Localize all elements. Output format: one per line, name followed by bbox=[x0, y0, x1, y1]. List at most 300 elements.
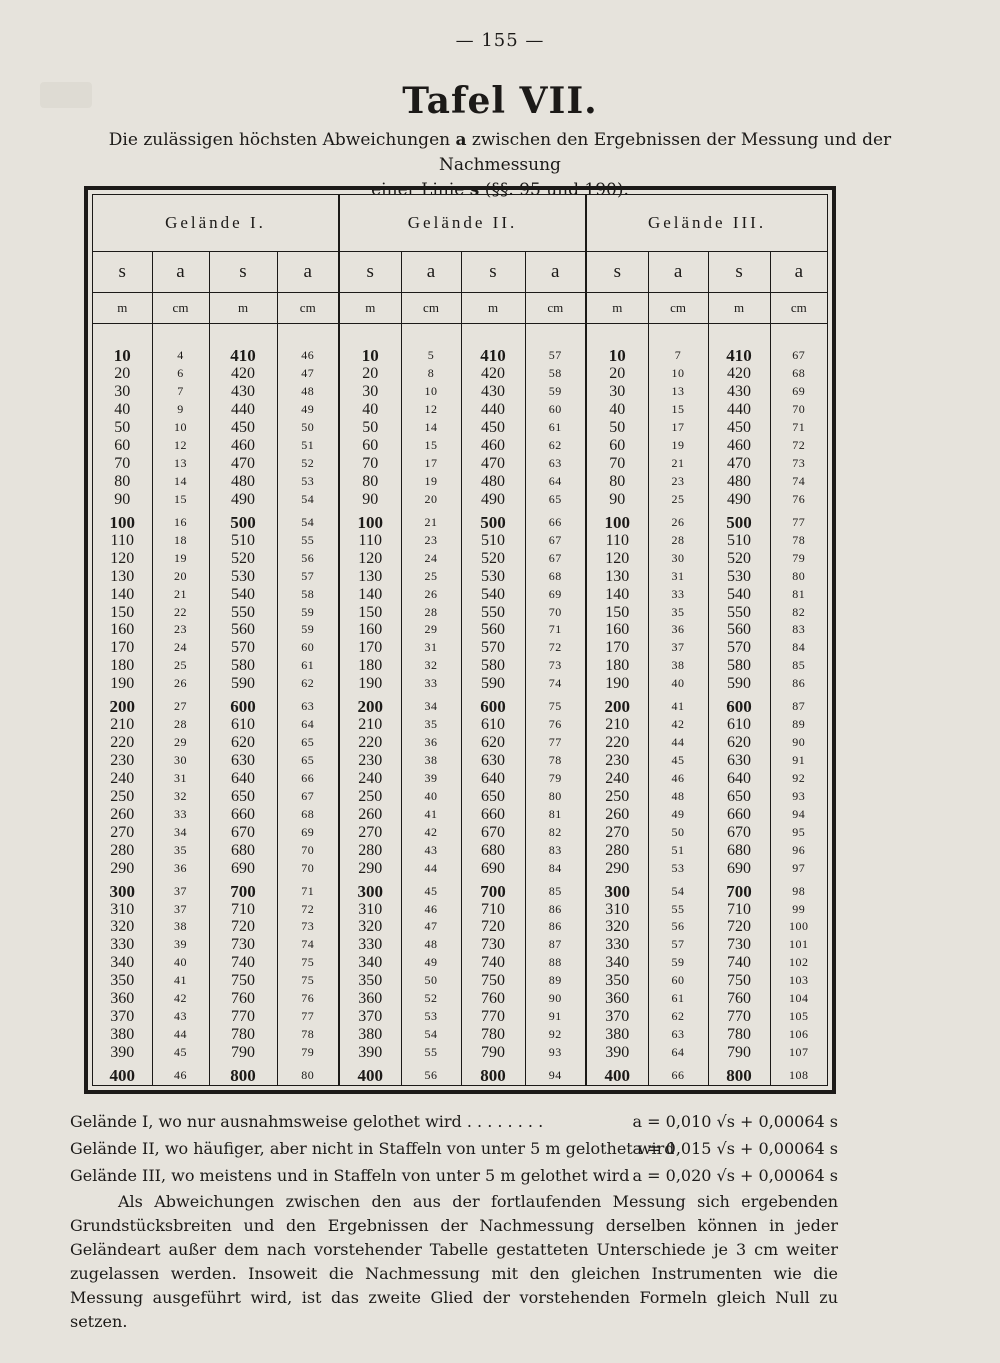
deviation-a-cell: 55 bbox=[401, 1043, 461, 1061]
length-s-cell: 430 bbox=[708, 383, 770, 401]
deviation-a-cell: 76 bbox=[525, 716, 586, 734]
deviation-a-cell: 70 bbox=[277, 841, 339, 859]
deviation-a-cell: 76 bbox=[770, 490, 827, 508]
deviation-a-cell: 65 bbox=[525, 490, 586, 508]
length-s-cell: 510 bbox=[708, 531, 770, 549]
length-s-cell: 90 bbox=[339, 490, 401, 508]
unit-label: m bbox=[708, 293, 770, 324]
deviation-a-cell: 91 bbox=[525, 1008, 586, 1026]
deviation-a-cell: 41 bbox=[401, 805, 461, 823]
length-s-cell: 410 bbox=[209, 342, 277, 365]
deviation-a-cell: 70 bbox=[770, 401, 827, 419]
length-s-cell: 380 bbox=[110, 1026, 135, 1043]
deviation-a-cell: 64 bbox=[648, 1043, 708, 1061]
deviation-a-cell: 88 bbox=[525, 954, 586, 972]
deviation-a-cell: 15 bbox=[401, 437, 461, 455]
deviation-a-cell: 96 bbox=[770, 841, 827, 859]
table-row bbox=[93, 508, 827, 531]
deviation-a-cell: 48 bbox=[277, 383, 339, 401]
column-header: s bbox=[461, 252, 525, 293]
deviation-a-cell: 35 bbox=[648, 603, 708, 621]
explanatory-note bbox=[70, 1190, 838, 1334]
deviation-a-cell: 61 bbox=[648, 990, 708, 1008]
deviation-a-cell: 29 bbox=[401, 621, 461, 639]
deviation-a-cell: 64 bbox=[525, 473, 586, 491]
deviation-a-cell: 72 bbox=[525, 639, 586, 657]
deviation-a-cell: 38 bbox=[648, 657, 708, 675]
deviation-a-cell: 80 bbox=[277, 1061, 339, 1085]
length-s-cell: 610 bbox=[461, 716, 525, 734]
unit-label: m bbox=[586, 293, 648, 324]
length-s-cell: 530 bbox=[461, 567, 525, 585]
deviation-a-cell: 9 bbox=[152, 401, 209, 419]
deviation-a-cell: 13 bbox=[648, 383, 708, 401]
length-s-cell: 250 bbox=[586, 787, 648, 805]
deviation-a-cell: 17 bbox=[648, 419, 708, 437]
length-s-cell: 680 bbox=[461, 841, 525, 859]
length-s-cell: 370 bbox=[586, 1008, 648, 1026]
spacer-row bbox=[93, 324, 827, 342]
deviation-a-cell: 10 bbox=[401, 383, 461, 401]
formula-row bbox=[70, 1108, 838, 1135]
length-s-cell: 370 bbox=[339, 1008, 401, 1026]
length-s-cell: 650 bbox=[708, 787, 770, 805]
table-row bbox=[93, 342, 827, 365]
length-s-cell: 310 bbox=[110, 900, 135, 918]
deviation-a-cell: 52 bbox=[277, 455, 339, 473]
deviation-a-cell: 107 bbox=[770, 1043, 827, 1061]
deviation-a-cell: 31 bbox=[152, 770, 209, 788]
length-s-cell: 270 bbox=[586, 823, 648, 841]
length-s-cell: 800 bbox=[461, 1061, 525, 1085]
length-s-cell: 520 bbox=[209, 549, 277, 567]
length-s-cell: 630 bbox=[461, 752, 525, 770]
table-row bbox=[93, 639, 827, 657]
table-row bbox=[93, 567, 827, 585]
length-s-cell: 730 bbox=[209, 936, 277, 954]
column-header: s bbox=[586, 252, 648, 293]
table-row bbox=[93, 990, 827, 1008]
table-row bbox=[93, 473, 827, 491]
deviation-a-cell: 70 bbox=[277, 859, 339, 877]
deviation-a-cell: 45 bbox=[152, 1043, 209, 1061]
deviation-a-cell: 57 bbox=[277, 567, 339, 585]
length-s-cell: 280 bbox=[339, 841, 401, 859]
length-s-cell: 550 bbox=[209, 603, 277, 621]
deviation-a-cell: 86 bbox=[525, 918, 586, 936]
deviation-a-cell: 37 bbox=[648, 639, 708, 657]
length-s-cell: 540 bbox=[209, 585, 277, 603]
deviation-a-cell: 33 bbox=[401, 675, 461, 693]
deviation-a-cell: 15 bbox=[152, 490, 209, 508]
deviation-a-cell: 81 bbox=[525, 805, 586, 823]
column-header: a bbox=[770, 252, 827, 293]
length-s-cell: 310 bbox=[586, 900, 648, 918]
length-s-cell: 640 bbox=[708, 770, 770, 788]
unit-label: cm bbox=[401, 293, 461, 324]
deviation-a-cell: 84 bbox=[525, 859, 586, 877]
length-s-cell: 320 bbox=[110, 918, 135, 936]
length-s-cell: 270 bbox=[339, 823, 401, 841]
length-s-cell: 450 bbox=[461, 419, 525, 437]
deviation-a-cell: 69 bbox=[770, 383, 827, 401]
length-s-cell: 710 bbox=[209, 900, 277, 918]
deviation-a-cell: 24 bbox=[152, 639, 209, 657]
deviation-a-cell: 54 bbox=[277, 508, 339, 531]
length-s-cell: 390 bbox=[339, 1043, 401, 1061]
deviation-a-cell: 26 bbox=[648, 508, 708, 531]
deviation-a-cell: 87 bbox=[525, 936, 586, 954]
length-s-cell: 740 bbox=[708, 954, 770, 972]
length-s-cell: 160 bbox=[586, 621, 648, 639]
deviation-a-cell: 50 bbox=[648, 823, 708, 841]
length-s-cell: 100 bbox=[109, 512, 135, 532]
deviation-a-cell: 39 bbox=[401, 770, 461, 788]
deviation-a-cell: 78 bbox=[277, 1026, 339, 1044]
length-s-cell: 330 bbox=[339, 936, 401, 954]
deviation-a-cell: 44 bbox=[401, 859, 461, 877]
length-s-cell: 460 bbox=[461, 437, 525, 455]
deviation-a-cell: 48 bbox=[648, 787, 708, 805]
formula-label: Gelände I, wo nur ausnahmsweise gelothet wird . . . . . . . . bbox=[70, 1112, 544, 1131]
length-s-cell: 750 bbox=[209, 972, 277, 990]
table-frame bbox=[84, 186, 836, 1094]
deviation-a-cell: 32 bbox=[401, 657, 461, 675]
length-s-cell: 30 bbox=[114, 383, 131, 401]
deviation-a-cell: 46 bbox=[648, 770, 708, 788]
length-s-cell: 540 bbox=[708, 585, 770, 603]
length-s-cell: 110 bbox=[586, 531, 648, 549]
length-s-cell: 500 bbox=[209, 508, 277, 531]
deviation-a-cell: 94 bbox=[770, 805, 827, 823]
length-s-cell: 550 bbox=[708, 603, 770, 621]
length-s-cell: 660 bbox=[461, 805, 525, 823]
deviation-a-cell: 62 bbox=[525, 437, 586, 455]
length-s-cell: 750 bbox=[708, 972, 770, 990]
deviation-a-cell: 21 bbox=[152, 585, 209, 603]
unit-label: m bbox=[93, 293, 152, 324]
deviation-a-cell: 27 bbox=[152, 693, 209, 716]
length-s-cell: 470 bbox=[209, 455, 277, 473]
length-s-cell: 600 bbox=[209, 693, 277, 716]
length-s-cell: 510 bbox=[461, 531, 525, 549]
deviation-a-cell: 50 bbox=[277, 419, 339, 437]
length-s-cell: 320 bbox=[339, 918, 401, 936]
deviation-a-cell: 26 bbox=[401, 585, 461, 603]
deviation-a-cell: 32 bbox=[152, 787, 209, 805]
table-row bbox=[93, 936, 827, 954]
deviation-a-cell: 13 bbox=[152, 455, 209, 473]
length-s-cell: 450 bbox=[209, 419, 277, 437]
deviation-a-cell: 73 bbox=[525, 657, 586, 675]
length-s-cell: 190 bbox=[339, 675, 401, 693]
table-row bbox=[93, 365, 827, 383]
deviation-a-cell: 75 bbox=[277, 954, 339, 972]
deviation-a-cell: 28 bbox=[152, 716, 209, 734]
length-s-cell: 780 bbox=[708, 1026, 770, 1044]
length-s-cell: 440 bbox=[461, 401, 525, 419]
length-s-cell: 680 bbox=[209, 841, 277, 859]
deviation-a-cell: 10 bbox=[648, 365, 708, 383]
length-s-cell: 250 bbox=[339, 787, 401, 805]
deviation-a-cell: 57 bbox=[648, 936, 708, 954]
deviation-a-cell: 53 bbox=[277, 473, 339, 491]
length-s-cell: 760 bbox=[708, 990, 770, 1008]
table-body bbox=[93, 324, 827, 1086]
deviation-a-cell: 77 bbox=[277, 1008, 339, 1026]
deviation-a-cell: 83 bbox=[770, 621, 827, 639]
deviation-a-cell: 6 bbox=[152, 365, 209, 383]
deviation-a-cell: 49 bbox=[648, 805, 708, 823]
deviation-a-cell: 50 bbox=[401, 972, 461, 990]
deviation-a-cell: 99 bbox=[770, 900, 827, 918]
formula-list bbox=[70, 1108, 838, 1189]
deviation-a-cell: 19 bbox=[648, 437, 708, 455]
table-row bbox=[93, 841, 827, 859]
length-s-cell: 140 bbox=[110, 585, 135, 603]
deviation-a-cell: 75 bbox=[525, 693, 586, 716]
deviation-a-cell: 59 bbox=[648, 954, 708, 972]
deviation-a-cell: 5 bbox=[401, 342, 461, 365]
length-s-cell: 650 bbox=[461, 787, 525, 805]
deviation-a-cell: 83 bbox=[525, 841, 586, 859]
deviation-a-cell: 8 bbox=[401, 365, 461, 383]
column-header: a bbox=[648, 252, 708, 293]
length-s-cell: 700 bbox=[209, 877, 277, 900]
length-s-cell: 770 bbox=[708, 1008, 770, 1026]
deviation-a-cell: 22 bbox=[152, 603, 209, 621]
deviation-a-cell: 41 bbox=[152, 972, 209, 990]
deviation-a-cell: 45 bbox=[401, 877, 461, 900]
deviation-a-cell: 23 bbox=[401, 531, 461, 549]
length-s-cell: 240 bbox=[339, 770, 401, 788]
length-s-cell: 230 bbox=[110, 752, 135, 770]
length-s-cell: 10 bbox=[339, 342, 401, 365]
length-s-cell: 130 bbox=[110, 567, 135, 585]
length-s-cell: 440 bbox=[209, 401, 277, 419]
deviation-a-cell: 86 bbox=[525, 900, 586, 918]
length-s-cell: 130 bbox=[586, 567, 648, 585]
length-s-cell: 220 bbox=[586, 734, 648, 752]
deviation-a-cell: 89 bbox=[770, 716, 827, 734]
length-s-cell: 70 bbox=[114, 455, 131, 473]
table-row bbox=[93, 603, 827, 621]
length-s-cell: 160 bbox=[110, 621, 135, 639]
length-s-cell: 170 bbox=[586, 639, 648, 657]
deviation-a-cell: 38 bbox=[152, 918, 209, 936]
length-s-cell: 410 bbox=[708, 342, 770, 365]
deviation-a-cell: 30 bbox=[648, 549, 708, 567]
length-s-cell: 330 bbox=[586, 936, 648, 954]
length-s-cell: 50 bbox=[586, 419, 648, 437]
table-row bbox=[93, 675, 827, 693]
length-s-cell: 230 bbox=[339, 752, 401, 770]
length-s-cell: 570 bbox=[708, 639, 770, 657]
deviation-a-cell: 65 bbox=[277, 734, 339, 752]
deviation-a-cell: 63 bbox=[648, 1026, 708, 1044]
deviation-a-cell: 75 bbox=[277, 972, 339, 990]
deviation-a-cell: 95 bbox=[770, 823, 827, 841]
deviation-a-cell: 63 bbox=[525, 455, 586, 473]
deviation-a-cell: 46 bbox=[152, 1061, 209, 1085]
page-number: — 155 — bbox=[455, 30, 545, 51]
deviation-a-cell: 90 bbox=[525, 990, 586, 1008]
column-header: s bbox=[209, 252, 277, 293]
length-s-cell: 170 bbox=[110, 639, 135, 657]
deviation-a-cell: 60 bbox=[525, 401, 586, 419]
deviation-a-cell: 59 bbox=[277, 621, 339, 639]
deviation-a-cell: 56 bbox=[277, 549, 339, 567]
deviation-a-cell: 23 bbox=[648, 473, 708, 491]
length-s-cell: 550 bbox=[461, 603, 525, 621]
deviation-a-cell: 30 bbox=[152, 752, 209, 770]
length-s-cell: 190 bbox=[586, 675, 648, 693]
length-s-cell: 390 bbox=[110, 1043, 135, 1061]
deviation-a-cell: 31 bbox=[401, 639, 461, 657]
caption-text: einer Linie bbox=[371, 180, 470, 200]
length-s-cell: 770 bbox=[461, 1008, 525, 1026]
deviation-a-cell: 72 bbox=[770, 437, 827, 455]
length-s-cell: 110 bbox=[110, 531, 134, 549]
deviation-a-cell: 36 bbox=[152, 859, 209, 877]
deviation-a-cell: 20 bbox=[152, 567, 209, 585]
deviation-a-cell: 68 bbox=[277, 805, 339, 823]
deviation-a-cell: 51 bbox=[277, 437, 339, 455]
deviation-a-cell: 76 bbox=[277, 990, 339, 1008]
deviation-a-cell: 47 bbox=[277, 365, 339, 383]
deviation-a-cell: 54 bbox=[401, 1026, 461, 1044]
length-s-cell: 640 bbox=[209, 770, 277, 788]
length-s-cell: 630 bbox=[708, 752, 770, 770]
deviation-a-cell: 84 bbox=[770, 639, 827, 657]
length-s-cell: 140 bbox=[586, 585, 648, 603]
length-s-cell: 260 bbox=[110, 805, 135, 823]
deviation-a-cell: 57 bbox=[525, 342, 586, 365]
length-s-cell: 590 bbox=[461, 675, 525, 693]
length-s-cell: 190 bbox=[110, 675, 135, 693]
deviation-a-cell: 90 bbox=[770, 734, 827, 752]
length-s-cell: 70 bbox=[586, 455, 648, 473]
length-s-cell: 620 bbox=[461, 734, 525, 752]
length-s-cell: 310 bbox=[339, 900, 401, 918]
deviation-a-cell: 60 bbox=[648, 972, 708, 990]
length-s-cell: 210 bbox=[339, 716, 401, 734]
length-s-cell: 90 bbox=[114, 490, 131, 508]
deviation-a-cell: 85 bbox=[770, 657, 827, 675]
deviation-a-cell: 80 bbox=[770, 567, 827, 585]
length-s-cell: 790 bbox=[708, 1043, 770, 1061]
deviation-a-cell: 21 bbox=[401, 508, 461, 531]
length-s-cell: 200 bbox=[586, 693, 648, 716]
length-s-cell: 760 bbox=[461, 990, 525, 1008]
deviation-a-cell: 7 bbox=[648, 342, 708, 365]
deviation-a-cell: 61 bbox=[525, 419, 586, 437]
unit-label: cm bbox=[648, 293, 708, 324]
group-header: Gelände I. bbox=[93, 195, 339, 252]
deviation-a-cell: 77 bbox=[525, 734, 586, 752]
length-s-cell: 520 bbox=[461, 549, 525, 567]
length-s-cell: 130 bbox=[339, 567, 401, 585]
deviation-a-cell: 43 bbox=[401, 841, 461, 859]
deviation-a-cell: 35 bbox=[152, 841, 209, 859]
length-s-cell: 750 bbox=[461, 972, 525, 990]
length-s-cell: 490 bbox=[209, 490, 277, 508]
length-s-cell: 50 bbox=[114, 419, 131, 437]
length-s-cell: 270 bbox=[110, 823, 135, 841]
unit-label: m bbox=[461, 293, 525, 324]
deviation-a-cell: 40 bbox=[152, 954, 209, 972]
length-s-cell: 590 bbox=[708, 675, 770, 693]
deviation-a-cell: 56 bbox=[648, 918, 708, 936]
deviation-a-cell: 56 bbox=[401, 1061, 461, 1085]
deviation-a-cell: 91 bbox=[770, 752, 827, 770]
deviation-a-cell: 68 bbox=[525, 567, 586, 585]
table-row bbox=[93, 401, 827, 419]
deviation-a-cell: 97 bbox=[770, 859, 827, 877]
length-s-cell: 350 bbox=[586, 972, 648, 990]
page-title: Tafel VII. bbox=[402, 80, 598, 122]
length-s-cell: 380 bbox=[339, 1026, 401, 1044]
deviation-a-cell: 69 bbox=[525, 585, 586, 603]
deviation-a-cell: 19 bbox=[401, 473, 461, 491]
formula: a = 0,015 √s + 0,00064 s bbox=[632, 1139, 838, 1158]
deviation-a-cell: 73 bbox=[277, 918, 339, 936]
deviation-a-cell: 100 bbox=[770, 918, 827, 936]
length-s-cell: 790 bbox=[461, 1043, 525, 1061]
deviation-a-cell: 74 bbox=[277, 936, 339, 954]
deviation-a-cell: 58 bbox=[277, 585, 339, 603]
length-s-cell: 350 bbox=[339, 972, 401, 990]
length-s-cell: 400 bbox=[339, 1061, 401, 1085]
deviation-a-cell: 55 bbox=[648, 900, 708, 918]
length-s-cell: 290 bbox=[110, 859, 135, 877]
deviation-a-cell: 62 bbox=[277, 675, 339, 693]
length-s-cell: 220 bbox=[110, 734, 135, 752]
deviation-table bbox=[93, 195, 827, 1085]
length-s-cell: 350 bbox=[110, 972, 135, 990]
length-s-cell: 660 bbox=[209, 805, 277, 823]
table-row bbox=[93, 877, 827, 900]
length-s-cell: 200 bbox=[339, 693, 401, 716]
length-s-cell: 340 bbox=[110, 954, 135, 972]
length-s-cell: 510 bbox=[209, 531, 277, 549]
deviation-a-cell: 47 bbox=[401, 918, 461, 936]
deviation-a-cell: 73 bbox=[770, 455, 827, 473]
formula: a = 0,020 √s + 0,00064 s bbox=[632, 1166, 838, 1185]
length-s-cell: 710 bbox=[708, 900, 770, 918]
length-s-cell: 60 bbox=[586, 437, 648, 455]
length-s-cell: 380 bbox=[586, 1026, 648, 1044]
length-s-cell: 300 bbox=[339, 877, 401, 900]
table-row bbox=[93, 383, 827, 401]
table-row bbox=[93, 900, 827, 918]
table-row bbox=[93, 954, 827, 972]
length-s-cell: 240 bbox=[110, 769, 135, 787]
deviation-a-cell: 67 bbox=[277, 787, 339, 805]
length-s-cell: 180 bbox=[339, 657, 401, 675]
caption-text: Die zulässigen höchsten Abweichungen bbox=[108, 130, 456, 150]
length-s-cell: 710 bbox=[461, 900, 525, 918]
deviation-a-cell: 54 bbox=[277, 490, 339, 508]
length-s-cell: 370 bbox=[110, 1008, 135, 1026]
length-s-cell: 780 bbox=[461, 1026, 525, 1044]
unit-row bbox=[93, 293, 827, 324]
length-s-cell: 680 bbox=[708, 841, 770, 859]
deviation-a-cell: 15 bbox=[648, 401, 708, 419]
deviation-a-cell: 14 bbox=[401, 419, 461, 437]
deviation-a-cell: 78 bbox=[770, 531, 827, 549]
deviation-a-cell: 74 bbox=[525, 675, 586, 693]
